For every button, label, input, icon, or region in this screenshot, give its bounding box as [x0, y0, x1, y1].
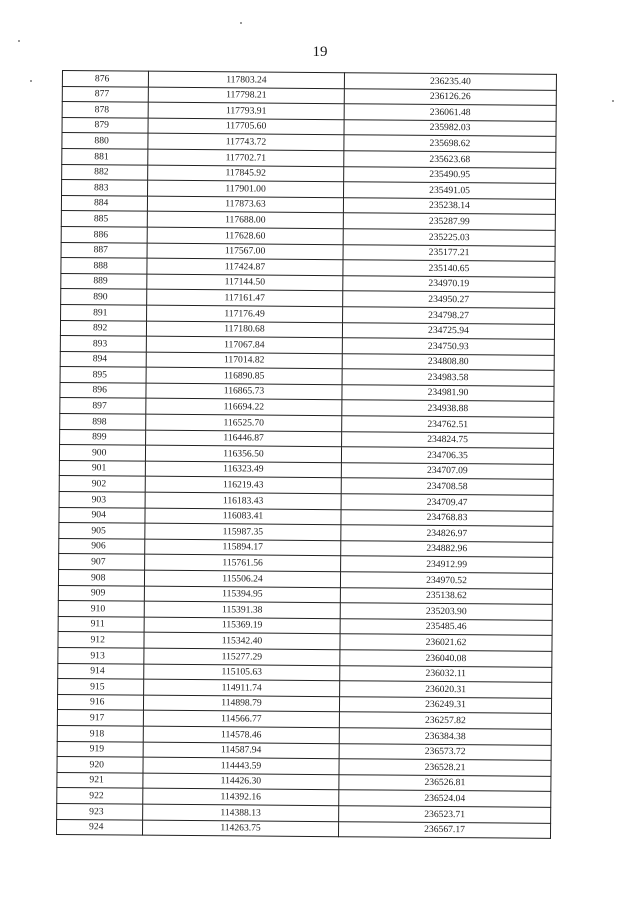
x-coordinate: 117702.71	[148, 149, 344, 166]
x-coordinate: 117176.49	[147, 305, 343, 322]
point-number: 904	[59, 507, 145, 523]
point-number: 890	[61, 289, 147, 305]
y-coordinate: 234970.19	[343, 275, 555, 292]
page-number: 19	[312, 44, 328, 60]
point-number: 883	[62, 180, 148, 196]
y-coordinate: 235491.05	[344, 182, 556, 199]
y-coordinate: 234938.88	[342, 400, 554, 417]
y-coordinate: 235225.03	[343, 229, 555, 246]
x-coordinate: 117901.00	[148, 180, 344, 197]
y-coordinate: 236061.48	[344, 104, 556, 121]
point-number: 913	[58, 647, 144, 663]
y-coordinate: 236249.31	[339, 696, 551, 713]
point-number: 878	[62, 102, 148, 118]
point-number: 919	[57, 741, 143, 757]
scan-speck	[240, 22, 242, 24]
x-coordinate: 116083.41	[145, 508, 341, 525]
x-coordinate: 115394.95	[144, 586, 340, 603]
x-coordinate: 117567.00	[147, 243, 343, 260]
y-coordinate: 236573.72	[339, 743, 551, 760]
point-number: 905	[59, 523, 145, 539]
point-number: 879	[62, 117, 148, 133]
x-coordinate: 115391.38	[144, 601, 340, 618]
x-coordinate: 116525.70	[146, 414, 342, 431]
x-coordinate: 117798.21	[148, 87, 344, 104]
point-number: 903	[59, 492, 145, 508]
x-coordinate: 114392.16	[143, 788, 339, 805]
point-number: 907	[59, 554, 145, 570]
table-body	[56, 71, 556, 839]
x-coordinate: 116219.43	[145, 477, 341, 494]
y-coordinate: 236384.38	[339, 728, 551, 745]
point-number: 897	[60, 398, 146, 414]
x-coordinate: 114898.79	[143, 695, 339, 712]
point-number: 922	[57, 788, 143, 804]
y-coordinate: 235623.68	[344, 151, 556, 168]
point-number: 918	[57, 725, 143, 741]
point-number: 885	[61, 211, 147, 227]
x-coordinate: 115761.56	[145, 555, 341, 572]
point-number: 900	[59, 445, 145, 461]
point-number: 902	[59, 476, 145, 492]
y-coordinate: 235485.46	[340, 618, 552, 635]
point-number: 877	[62, 86, 148, 102]
point-number: 884	[61, 195, 147, 211]
y-coordinate: 234798.27	[343, 307, 555, 324]
y-coordinate: 236040.08	[340, 650, 552, 667]
y-coordinate: 235982.03	[344, 119, 556, 136]
x-coordinate: 114587.94	[143, 742, 339, 759]
point-number: 901	[59, 460, 145, 476]
x-coordinate: 114263.75	[142, 820, 338, 837]
table-row	[56, 819, 550, 838]
y-coordinate: 236528.21	[339, 759, 551, 776]
y-coordinate: 235203.90	[340, 603, 552, 620]
x-coordinate: 115987.35	[145, 523, 341, 540]
y-coordinate: 236235.40	[344, 73, 556, 90]
y-coordinate: 234709.47	[341, 494, 553, 511]
y-coordinate: 235490.95	[344, 166, 556, 183]
x-coordinate: 114566.77	[143, 711, 339, 728]
point-number: 917	[57, 710, 143, 726]
point-number: 898	[60, 414, 146, 430]
point-number: 888	[61, 258, 147, 274]
y-coordinate: 235177.21	[343, 244, 555, 261]
point-number: 889	[61, 273, 147, 289]
x-coordinate: 117873.63	[147, 196, 343, 213]
x-coordinate: 116865.73	[146, 383, 342, 400]
point-number: 906	[59, 538, 145, 554]
y-coordinate: 235238.14	[343, 197, 555, 214]
point-number: 886	[61, 226, 147, 242]
y-coordinate: 236032.11	[340, 665, 552, 682]
point-number: 891	[61, 304, 147, 320]
x-coordinate: 117161.47	[147, 289, 343, 306]
x-coordinate: 114426.30	[143, 773, 339, 790]
y-coordinate: 236526.81	[339, 774, 551, 791]
scan-speck	[30, 80, 32, 82]
y-coordinate: 236021.62	[340, 634, 552, 651]
x-coordinate: 116694.22	[146, 399, 342, 416]
point-number: 882	[62, 164, 148, 180]
y-coordinate: 236257.82	[339, 712, 551, 729]
point-number: 881	[62, 148, 148, 164]
point-number: 924	[56, 819, 142, 835]
y-coordinate: 234762.51	[342, 416, 554, 433]
y-coordinate: 236126.26	[344, 88, 556, 105]
y-coordinate: 234981.90	[342, 385, 554, 402]
point-number: 892	[60, 320, 146, 336]
x-coordinate: 117628.60	[147, 227, 343, 244]
x-coordinate: 117067.84	[146, 336, 342, 353]
scan-speck	[18, 40, 20, 42]
x-coordinate: 117743.72	[148, 134, 344, 151]
y-coordinate: 236020.31	[340, 681, 552, 698]
y-coordinate: 236523.71	[339, 806, 551, 823]
y-coordinate: 234706.35	[341, 447, 553, 464]
y-coordinate: 236567.17	[338, 821, 550, 838]
y-coordinate: 234824.75	[342, 431, 554, 448]
x-coordinate: 115506.24	[144, 570, 340, 587]
point-number: 896	[60, 382, 146, 398]
x-coordinate: 117424.87	[147, 258, 343, 275]
x-coordinate: 114443.59	[143, 757, 339, 774]
point-number: 911	[58, 616, 144, 632]
point-number: 915	[58, 679, 144, 695]
x-coordinate: 114578.46	[143, 726, 339, 743]
point-number: 920	[57, 757, 143, 773]
x-coordinate: 116356.50	[145, 445, 341, 462]
x-coordinate: 115277.29	[144, 648, 340, 665]
y-coordinate: 234750.93	[342, 338, 554, 355]
y-coordinate: 234808.80	[342, 353, 554, 370]
point-number: 887	[61, 242, 147, 258]
x-coordinate: 115894.17	[145, 539, 341, 556]
x-coordinate: 117705.60	[148, 118, 344, 135]
point-number: 912	[58, 632, 144, 648]
point-number: 923	[57, 803, 143, 819]
x-coordinate: 115342.40	[144, 633, 340, 650]
x-coordinate: 115105.63	[144, 664, 340, 681]
point-number: 899	[60, 429, 146, 445]
x-coordinate: 114911.74	[144, 679, 340, 696]
x-coordinate: 114388.13	[143, 804, 339, 821]
y-coordinate: 235138.62	[340, 587, 552, 604]
y-coordinate: 236524.04	[339, 790, 551, 807]
y-coordinate: 234826.97	[341, 525, 553, 542]
y-coordinate: 234882.96	[341, 541, 553, 558]
point-number: 894	[60, 351, 146, 367]
y-coordinate: 235698.62	[344, 135, 556, 152]
point-number: 880	[62, 133, 148, 149]
point-number: 921	[57, 772, 143, 788]
x-coordinate: 117144.50	[147, 274, 343, 291]
y-coordinate: 234912.99	[341, 556, 553, 573]
x-coordinate: 117180.68	[146, 321, 342, 338]
y-coordinate: 235140.65	[343, 260, 555, 277]
y-coordinate: 234768.83	[341, 509, 553, 526]
point-number: 909	[58, 585, 144, 601]
y-coordinate: 234970.52	[340, 572, 552, 589]
y-coordinate: 234708.58	[341, 478, 553, 495]
point-number: 914	[58, 663, 144, 679]
point-number: 916	[57, 694, 143, 710]
x-coordinate: 116183.43	[145, 492, 341, 509]
point-number: 893	[60, 336, 146, 352]
x-coordinate: 116890.85	[146, 367, 342, 384]
point-number: 895	[60, 367, 146, 383]
x-coordinate: 117845.92	[148, 165, 344, 182]
y-coordinate: 234950.27	[343, 291, 555, 308]
x-coordinate: 115369.19	[144, 617, 340, 634]
y-coordinate: 235287.99	[343, 213, 555, 230]
x-coordinate: 117014.82	[146, 352, 342, 369]
coordinates-table	[56, 70, 557, 839]
scan-speck	[612, 100, 614, 102]
x-coordinate: 117803.24	[148, 71, 344, 88]
point-number: 876	[62, 71, 148, 87]
y-coordinate: 234725.94	[342, 322, 554, 339]
x-coordinate: 117688.00	[147, 212, 343, 229]
y-coordinate: 234983.58	[342, 369, 554, 386]
x-coordinate: 116323.49	[145, 461, 341, 478]
y-coordinate: 234707.09	[341, 463, 553, 480]
point-number: 910	[58, 601, 144, 617]
x-coordinate: 117793.91	[148, 102, 344, 119]
x-coordinate: 116446.87	[146, 430, 342, 447]
point-number: 908	[58, 569, 144, 585]
